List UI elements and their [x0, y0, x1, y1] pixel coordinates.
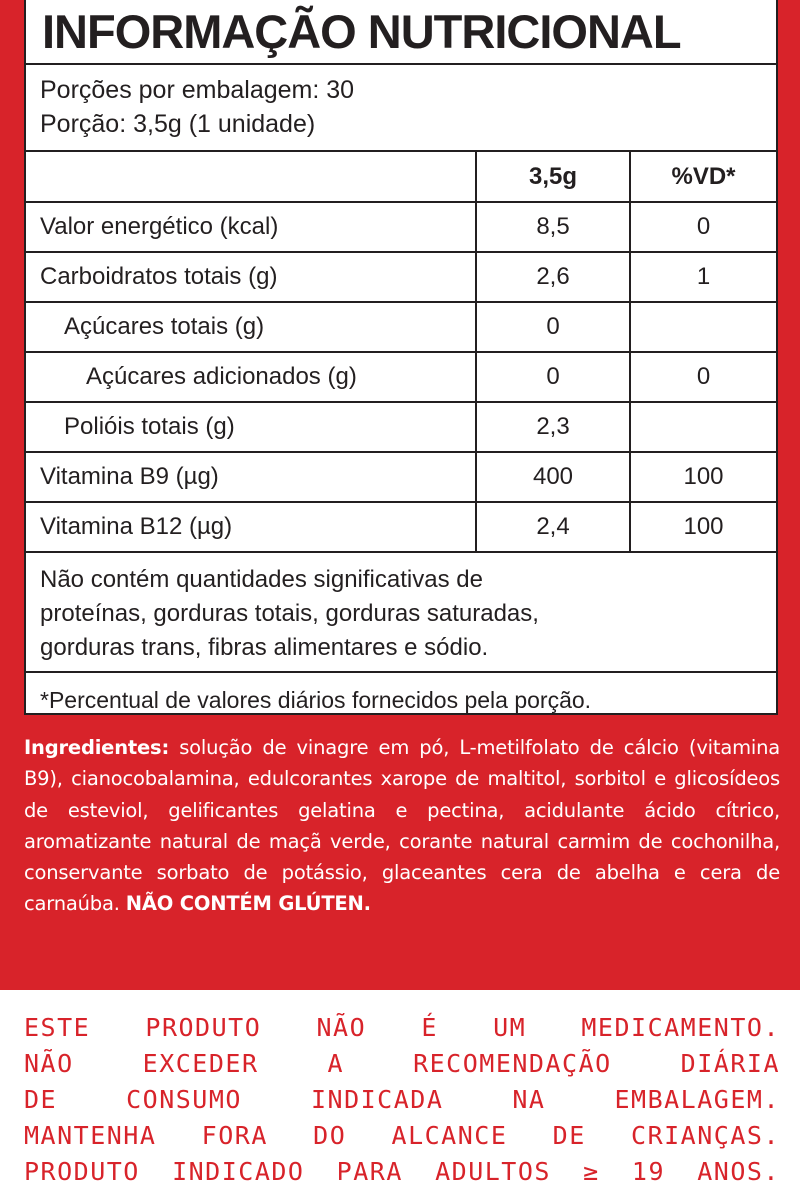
nutrient-name: Polióis totais (g) — [26, 402, 476, 452]
not-significant-note — [26, 553, 776, 673]
nutrient-dv: 100 — [630, 502, 776, 552]
servings-per-package: Porções por embalagem: 30 — [40, 76, 355, 104]
nutrient-value: 0 — [476, 302, 630, 352]
nutrient-dv: 1 — [630, 252, 776, 302]
nutrition-facts-label — [24, 0, 778, 715]
header-value: 3,5g — [476, 152, 630, 202]
warning-line: MANTENHA FORA DO ALCANCE DE CRIANÇAS. — [24, 1121, 780, 1150]
nutrient-value: 2,4 — [476, 502, 630, 552]
table-row — [26, 252, 776, 302]
nutrient-dv: 0 — [630, 202, 776, 252]
header-dv: %VD* — [630, 152, 776, 202]
nutrient-name: Vitamina B12 (µg) — [26, 502, 476, 552]
portion-info — [26, 65, 776, 152]
ingredients-paragraph — [24, 732, 780, 920]
table-header-row — [26, 152, 776, 202]
table-row — [26, 452, 776, 502]
nutrient-name: Vitamina B9 (µg) — [26, 452, 476, 502]
nutrient-name: Açúcares adicionados (g) — [26, 352, 476, 402]
nutrient-value: 2,3 — [476, 402, 630, 452]
label-title: INFORMAÇÃO NUTRICIONAL — [26, 0, 776, 65]
table-row — [26, 302, 776, 352]
header-name — [26, 152, 476, 202]
nutrient-value: 2,6 — [476, 252, 630, 302]
note-line: gorduras trans, fibras alimentares e sódio. — [40, 634, 489, 661]
warning-line: NÃO EXCEDER A RECOMENDAÇÃO DIÁRIA — [24, 1049, 780, 1078]
nutrient-dv: 100 — [630, 452, 776, 502]
nutrient-value: 8,5 — [476, 202, 630, 252]
daily-value-footnote: *Percentual de valores diários fornecidos pela porção. — [40, 687, 592, 713]
nutrient-dv — [630, 402, 776, 452]
gluten-statement: NÃO CONTÉM GLÚTEN. — [125, 892, 371, 916]
note-line: proteínas, gorduras totais, gorduras saturadas, — [40, 600, 539, 627]
serving-size: Porção: 3,5g (1 unidade) — [40, 110, 316, 138]
warning-line: DE CONSUMO INDICADA NA EMBALAGEM. — [24, 1085, 780, 1114]
nutrient-value: 0 — [476, 352, 630, 402]
table-row — [26, 402, 776, 452]
nutrient-name: Açúcares totais (g) — [26, 302, 476, 352]
warning-line: ESTE PRODUTO NÃO É UM MEDICAMENTO. — [24, 1013, 780, 1042]
table-row — [26, 202, 776, 252]
warnings-block — [24, 1010, 780, 1190]
nutrient-dv: 0 — [630, 352, 776, 402]
nutrient-value: 400 — [476, 452, 630, 502]
nutrient-dv — [630, 302, 776, 352]
warning-line: PRODUTO INDICADO PARA ADULTOS ≥ 19 ANOS. — [24, 1157, 780, 1186]
nutrition-table — [26, 152, 776, 553]
note-line: Não contém quantidades significativas de — [40, 566, 483, 593]
table-row — [26, 502, 776, 552]
ingredients-text: solução de vinagre em pó, L-metilfolato de cálcio (vitamina B9), cianocobalamina, edulcorantes xarope de maltitol, sorbitol e glicosídeos de esteviol, gelificantes gelatina e pectina, acidulante ácido cítrico, aromatizante natural de maçã verde, corante natural carmim de cochonilha, conservante sorbato de potássio, glaceantes cera de abelha e cera de carnaúba. — [24, 736, 780, 916]
nutrient-name: Carboidratos totais (g) — [26, 252, 476, 302]
ingredients-label: Ingredientes: — [24, 736, 170, 759]
table-row — [26, 352, 776, 402]
nutrient-name: Valor energético (kcal) — [26, 202, 476, 252]
